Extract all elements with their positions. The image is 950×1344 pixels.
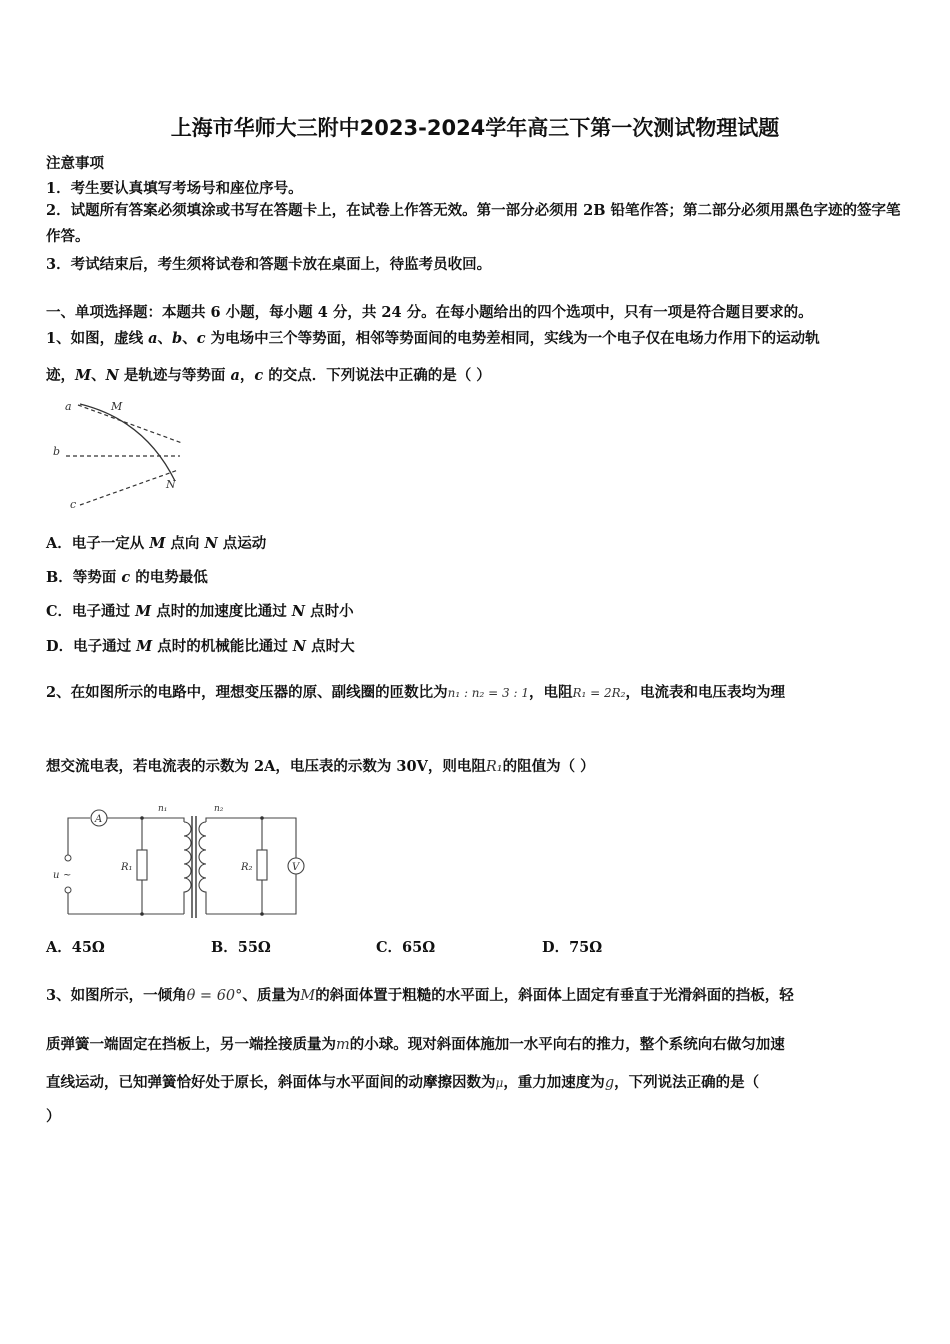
q2-option-d[interactable]: D．75Ω: [542, 939, 603, 956]
notice-item-1: 1．考生要认真填写考场号和座位序号。: [46, 180, 303, 197]
r2-label: R₂: [241, 862, 253, 873]
q1-stem-line2: 迹，M、N 是轨迹与等势面 a，c 的交点．下列说法中正确的是（ ）: [46, 367, 491, 384]
q2-stem-line2: 想交流电表，若电流表的示数为 2A，电压表的示数为 30V，则电阻R₁的阻值为（ ）: [46, 758, 595, 775]
q1-option-b[interactable]: B．等势面 c 的电势最低: [46, 569, 208, 586]
resistor-r2: [257, 850, 267, 880]
q3-stem-line2: 质弹簧一端固定在挡板上，另一端拴接质量为m的小球。现对斜面体施加一水平向右的推力，整个系统向右做匀加速: [46, 1036, 785, 1053]
mass-m: m: [336, 1037, 350, 1053]
label-b: b: [53, 445, 61, 458]
q3-stem-line4: ）: [46, 1108, 61, 1125]
q1-equipotential-figure: [50, 395, 190, 515]
notice-item-2: 2．试题所有答案必须填涂或书写在答题卡上，在试卷上作答无效。第一部分必须用 2B 铅笔作答；第二部分必须用黑色字迹的签字笔作答。: [46, 202, 901, 245]
source-label-tilde: ~: [63, 870, 72, 881]
q2-transformer-circuit: [50, 800, 310, 922]
primary-coil: [184, 822, 191, 914]
ammeter-label: A: [95, 814, 103, 825]
q1-option-c[interactable]: C．电子通过 M 点时的加速度比通过 N 点时小: [46, 603, 354, 620]
notice-heading: 注意事项: [46, 155, 104, 172]
q2-option-b[interactable]: B．55Ω: [211, 939, 271, 956]
label-M: M: [111, 400, 123, 413]
friction-coefficient: μ: [495, 1076, 504, 1090]
n1-label: n₁: [158, 804, 168, 814]
q2-option-a[interactable]: A．45Ω: [46, 939, 105, 956]
q2-stem-line1: 2、在如图所示的电路中，理想变压器的原、副线圈的匝数比为n₁ : n₂ = 3 : 1，电阻R₁ = 2R₂，电流表和电压表均为理: [46, 684, 785, 701]
label-a: a: [65, 400, 72, 413]
label-c: c: [70, 498, 77, 511]
gravity-g: g: [604, 1075, 615, 1091]
voltmeter-label: V: [292, 862, 300, 873]
label-N: N: [166, 478, 176, 491]
incline-angle: θ = 60°: [186, 988, 243, 1004]
equipotential-a: [78, 405, 182, 443]
section-heading: 一、单项选择题：本题共 6 小题，每小题 4 分，共 24 分。在每小题给出的四个选项中，只有一项是符合题目要求的。: [46, 304, 813, 321]
q1-option-a[interactable]: A．电子一定从 M 点向 N 点运动: [46, 535, 267, 552]
resistor-r1: [137, 850, 147, 880]
r1-label: R₁: [121, 862, 133, 873]
q1-option-d[interactable]: D．电子通过 M 点时的机械能比通过 N 点时大: [46, 638, 355, 655]
equipotential-c: [80, 470, 178, 505]
turns-ratio: n₁ : n₂ = 3 : 1: [447, 686, 529, 700]
q1-stem-line1: 1、如图，虚线 a、b、c 为电场中三个等势面，相邻等势面间的电势差相同，实线为一个电子仅在电场力作用下的运动轨: [46, 330, 820, 347]
n2-label: n₂: [214, 804, 224, 814]
r1-symbol: R₁: [485, 759, 503, 775]
source-label-u: u: [53, 870, 60, 881]
secondary-coil: [199, 822, 206, 914]
electron-trajectory: [80, 404, 175, 481]
notice-item-3: 3．考试结束后，考生须将试卷和答题卡放在桌面上，待监考员收回。: [46, 256, 492, 273]
q3-stem-line3: 直线运动，已知弹簧恰好处于原长，斜面体与水平面间的动摩擦因数为μ，重力加速度为g，下列说法正确的是（: [46, 1074, 760, 1091]
mass-M: M: [300, 988, 316, 1004]
q2-option-c[interactable]: C．65Ω: [376, 939, 436, 956]
page-title: 上海市华师大三附中2023-2024学年高三下第一次测试物理试题: [170, 116, 780, 140]
resistor-relation: R₁ = 2R₂: [572, 686, 626, 700]
q3-stem-line1: 3、如图所示，一倾角θ = 60°、质量为M的斜面体置于粗糙的水平面上，斜面体上固定有垂直于光滑斜面的挡板，轻: [46, 987, 794, 1004]
